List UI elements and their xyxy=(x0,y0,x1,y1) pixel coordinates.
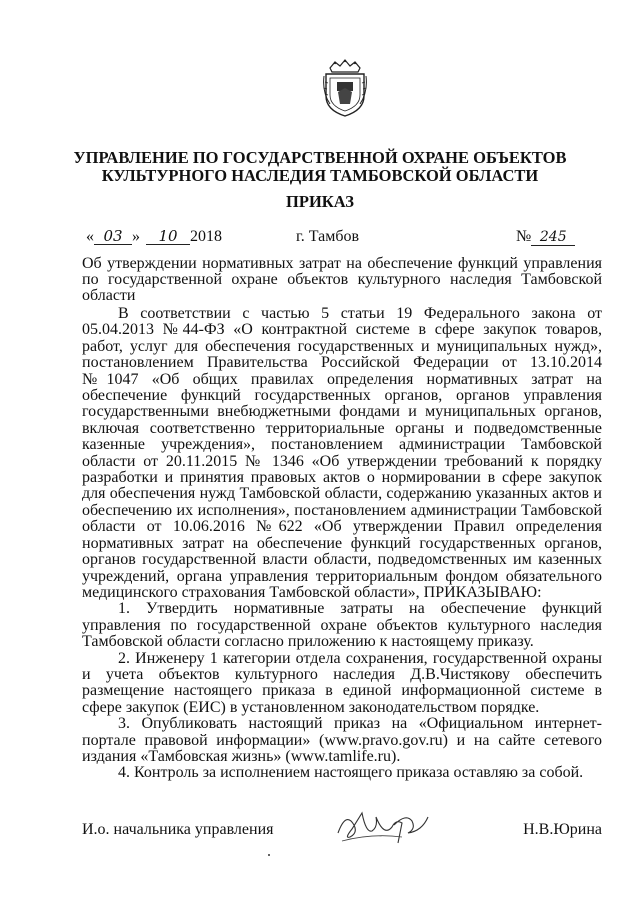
order-item-2: 2. Инженеру 1 категории отдела сохранения, государственной охраны и учета объектов культурного наследия Д.В.Чистякову обеспечить размещение настоящего приказа в единой информационной системе в сфере закупок (ЕИС) в установленном законодательством порядке. xyxy=(82,649,602,716)
order-item-1: 1. Утвердить нормативные затраты на обеспечение функций управления по государственной охране объектов культурного наследия Тамбовской области согласно приложению к настоящему приказу. xyxy=(82,600,602,651)
preamble-paragraph: В соответствии с частью 5 статьи 19 Федерального закона от 05.04.2013 №44-ФЗ «О контрактной системе в сфере закупок товаров, работ, услуг для обеспечения государственных и муниципальных нужд», постановлением Правительства Российской Федерации от 13.10.2014 №1047 «Об общих правилах определения нормативных затрат на обеспечение функций государственных органов, органов управления государственными внебюджетными фондами и муниципальных органов, включая соответственно территориальные органы и подведомственные казенные учреждения», постановлением администрации Тамбовской области от 20.11.2015 № 1346 «Об утверждении требований к порядку разработки и принятия правовых актов о нормировании в сфере закупок для обеспечения нужд Тамбовской области, содержанию указанных актов и обеспечению их исполнения», постановлением администрации Тамбовской области от 10.06.2016 №622 «Об утверждении Правил определения нормативных затрат на обеспечение функций государственных органов, органов государственной власти области, подведомственных им казенных учреждений, органа управления территориальным фондом обязательного медицинского страхования Тамбовской области», ПРИКАЗЫВАЮ: xyxy=(82,305,602,601)
agency-name-line-1: УПРАВЛЕНИЕ ПО ГОСУДАРСТВЕННОЙ ОХРАНЕ ОБЪЕКТОВ xyxy=(73,148,567,167)
number-handwritten: 245 xyxy=(531,229,575,246)
signatory-position: И.о. начальника управления xyxy=(82,821,274,838)
date-year: 2018 xyxy=(190,228,222,245)
date-close-quote: » xyxy=(132,228,140,245)
city-name: г. Тамбов xyxy=(296,228,360,245)
order-number xyxy=(516,228,575,246)
order-item-3: 3. Опубликовать настоящий приказ на «Официальном интернет-портале правовой информации» (www.pravo.gov.ru) и на сайте сетевого издания «Тамбовская жизнь» (www.tamlife.ru). xyxy=(82,715,602,765)
agency-name-line-2: КУЛЬТУРНОГО НАСЛЕДИЯ ТАМБОВСКОЙ ОБЛАСТИ xyxy=(101,166,539,185)
document-type-title: ПРИКАЗ xyxy=(286,192,354,211)
order-body xyxy=(82,306,602,782)
handwritten-signature xyxy=(332,803,442,851)
coat-of-arms-emblem xyxy=(322,58,368,118)
date-month-handwritten: 10 xyxy=(146,228,190,245)
signature-block xyxy=(82,821,602,845)
signatory-name: Н.В.Юрина xyxy=(523,821,602,838)
scan-speck xyxy=(268,854,270,856)
order-subject: Об утверждении нормативных затрат на обеспечение функций управления по государственной охране объектов культурного наследия Тамбовской области xyxy=(82,255,602,304)
order-date xyxy=(86,228,222,246)
number-prefix: № xyxy=(516,228,532,245)
date-day-handwritten: 03 xyxy=(94,228,132,245)
date-open-quote: « xyxy=(86,228,94,245)
date-number-line xyxy=(86,228,616,250)
order-item-4: 4. Контроль за исполнением настоящего приказа оставляю за собой. xyxy=(118,764,584,782)
